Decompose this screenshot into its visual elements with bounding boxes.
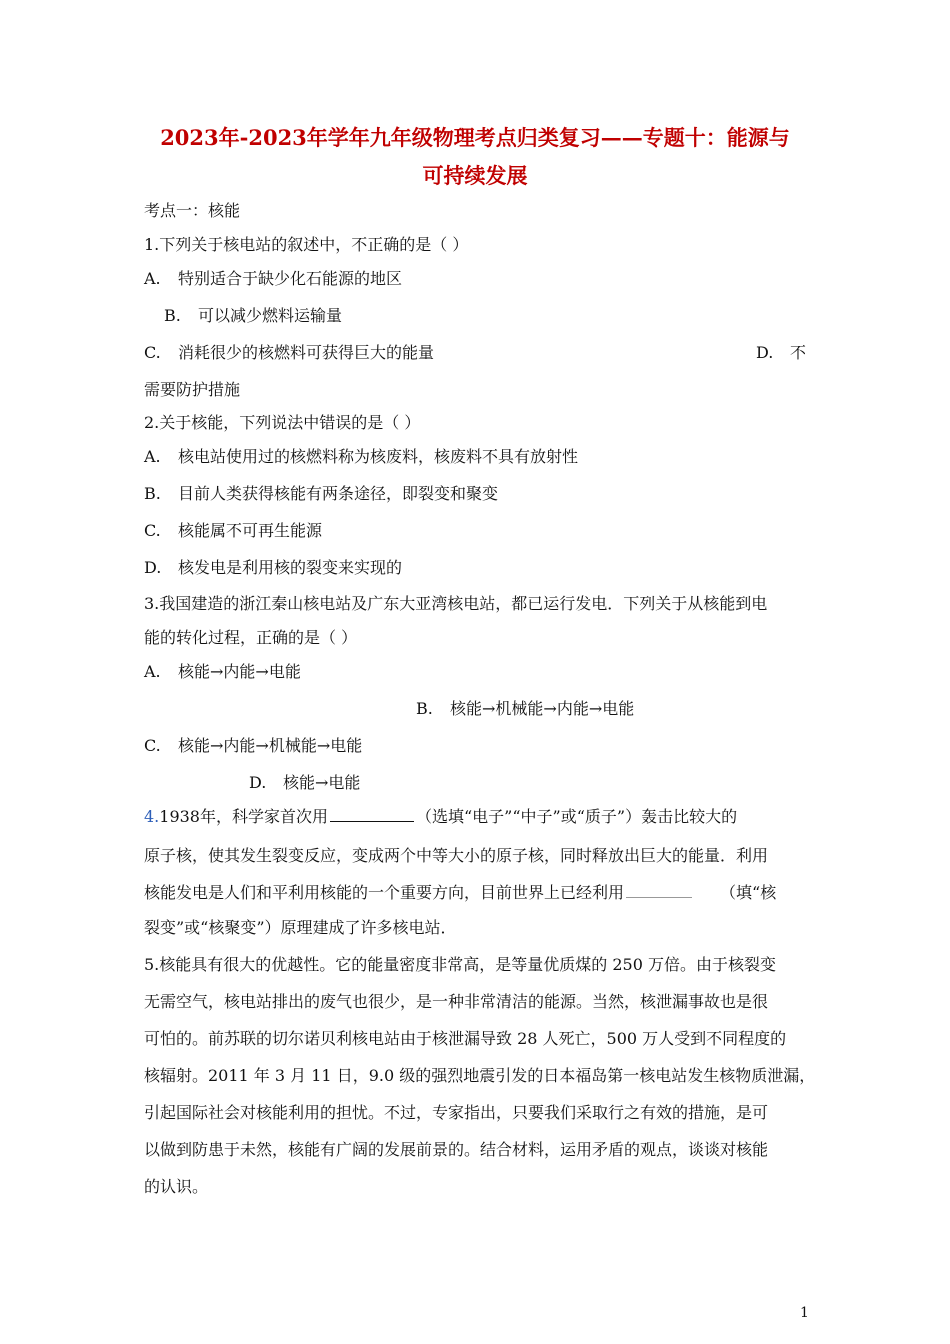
question-3-option-d (249, 773, 360, 793)
question-3-option-a (144, 662, 301, 682)
page-number: 1 (800, 1305, 809, 1321)
question-1-stem: 1.下列关于核电站的叙述中，不正确的是（ ） (144, 235, 469, 254)
question-2-stem: 2.关于核能，下列说法中错误的是（ ） (144, 413, 421, 432)
question-4-text: 核能发电是人们和平利用核能的一个重要方向，目前世界上已经利用 (144, 883, 625, 902)
question-4-line-1 (144, 807, 737, 827)
question-4-text: （填“核 (720, 883, 777, 902)
option-text: 消耗很少的核燃料可获得巨大的能量 (178, 343, 435, 362)
question-4-text: （选填“电子”“中子”或“质子”）轰击比较大的 (416, 807, 738, 826)
option-text: 核电站使用过的核燃料称为核废料，核废料不具有放射性 (178, 447, 579, 466)
answer-blank-2[interactable] (626, 883, 692, 898)
option-text: 核能属不可再生能源 (178, 521, 323, 540)
question-4-number: 4. (144, 807, 160, 826)
option-label: A. (144, 662, 161, 681)
question-2-option-a (144, 447, 578, 467)
option-label: C. (144, 736, 161, 755)
question-1-option-d-continued: 需要防护措施 (144, 380, 241, 399)
question-5-line-5: 引起国际社会对核能利用的担忧。不过，专家指出，只要我们采取行之有效的措施，是可 (144, 1103, 769, 1122)
option-label: A. (144, 269, 161, 288)
option-text: 核发电是利用核的裂变来实现的 (178, 558, 403, 577)
question-4-line-3 (144, 883, 776, 903)
option-label: A. (144, 447, 161, 466)
question-2-option-c (144, 521, 322, 541)
question-4-line-2: 原子核，使其发生裂变反应，变成两个中等大小的原子核，同时释放出巨大的能量．利用 (144, 846, 769, 865)
option-label: C. (144, 521, 161, 540)
section-heading: 考点一：核能 (144, 201, 241, 220)
option-text: 核能→电能 (283, 773, 361, 792)
question-1-option-c (144, 343, 434, 363)
question-5-line-6: 以做到防患于未然，核能有广阔的发展前景的。结合材料，运用矛盾的观点，谈谈对核能 (144, 1140, 769, 1159)
question-5-line-2: 无需空气，核电站排出的废气也很少，是一种非常清洁的能源。当然，核泄漏事故也是很 (144, 992, 769, 1011)
question-3-stem-line-1: 3.我国建造的浙江秦山核电站及广东大亚湾核电站，都已运行发电．下列关于从核能到电 (144, 594, 768, 613)
question-5-line-3: 可怕的。前苏联的切尔诺贝利核电站由于核泄漏导致 28 人死亡，500 万人受到不同程度的 (144, 1029, 787, 1048)
option-text: 不 (790, 343, 807, 362)
option-text: 核能→内能→机械能→电能 (178, 736, 363, 755)
option-text: 核能→机械能→内能→电能 (450, 699, 635, 718)
question-5-line-4: 核辐射。2011 年 3 月 11 日，9.0 级的强烈地震引发的日本福岛第一核电站发生核物质泄漏， (144, 1066, 816, 1085)
option-text: 可以减少燃料运输量 (198, 306, 343, 325)
option-label: B. (164, 306, 181, 325)
question-3-stem-line-2: 能的转化过程，正确的是（ ） (144, 628, 358, 647)
option-text: 核能→内能→电能 (178, 662, 301, 681)
question-3-option-b (416, 699, 634, 719)
option-label: B. (416, 699, 433, 718)
option-label: C. (144, 343, 161, 362)
question-1-option-a (144, 269, 402, 289)
question-3-option-c (144, 736, 362, 756)
question-2-option-d (144, 558, 402, 578)
question-4-line-4: 裂变”或“核聚变”）原理建成了许多核电站． (144, 918, 457, 937)
option-text: 特别适合于缺少化石能源的地区 (178, 269, 403, 288)
document-title-line-2: 可持续发展 (422, 163, 528, 188)
answer-blank-1[interactable] (330, 807, 414, 822)
question-5-line-7: 的认识。 (144, 1177, 209, 1196)
option-label: B. (144, 484, 161, 503)
option-label: D. (756, 343, 774, 362)
option-label: D. (249, 773, 267, 792)
question-5-line-1: 5.核能具有很大的优越性。它的能量密度非常高，是等量优质煤的 250 万倍。由于核裂变 (144, 955, 776, 974)
question-4-text: 1938年，科学家首次用 (159, 807, 328, 826)
question-1-option-b (164, 306, 342, 326)
document-title-line-1: 2023年-2023年学年九年级物理考点归类复习——专题十：能源与 (160, 125, 790, 150)
option-text: 目前人类获得核能有两条途径，即裂变和聚变 (178, 484, 499, 503)
option-label: D. (144, 558, 162, 577)
question-1-option-d (756, 343, 806, 363)
question-2-option-b (144, 484, 498, 504)
